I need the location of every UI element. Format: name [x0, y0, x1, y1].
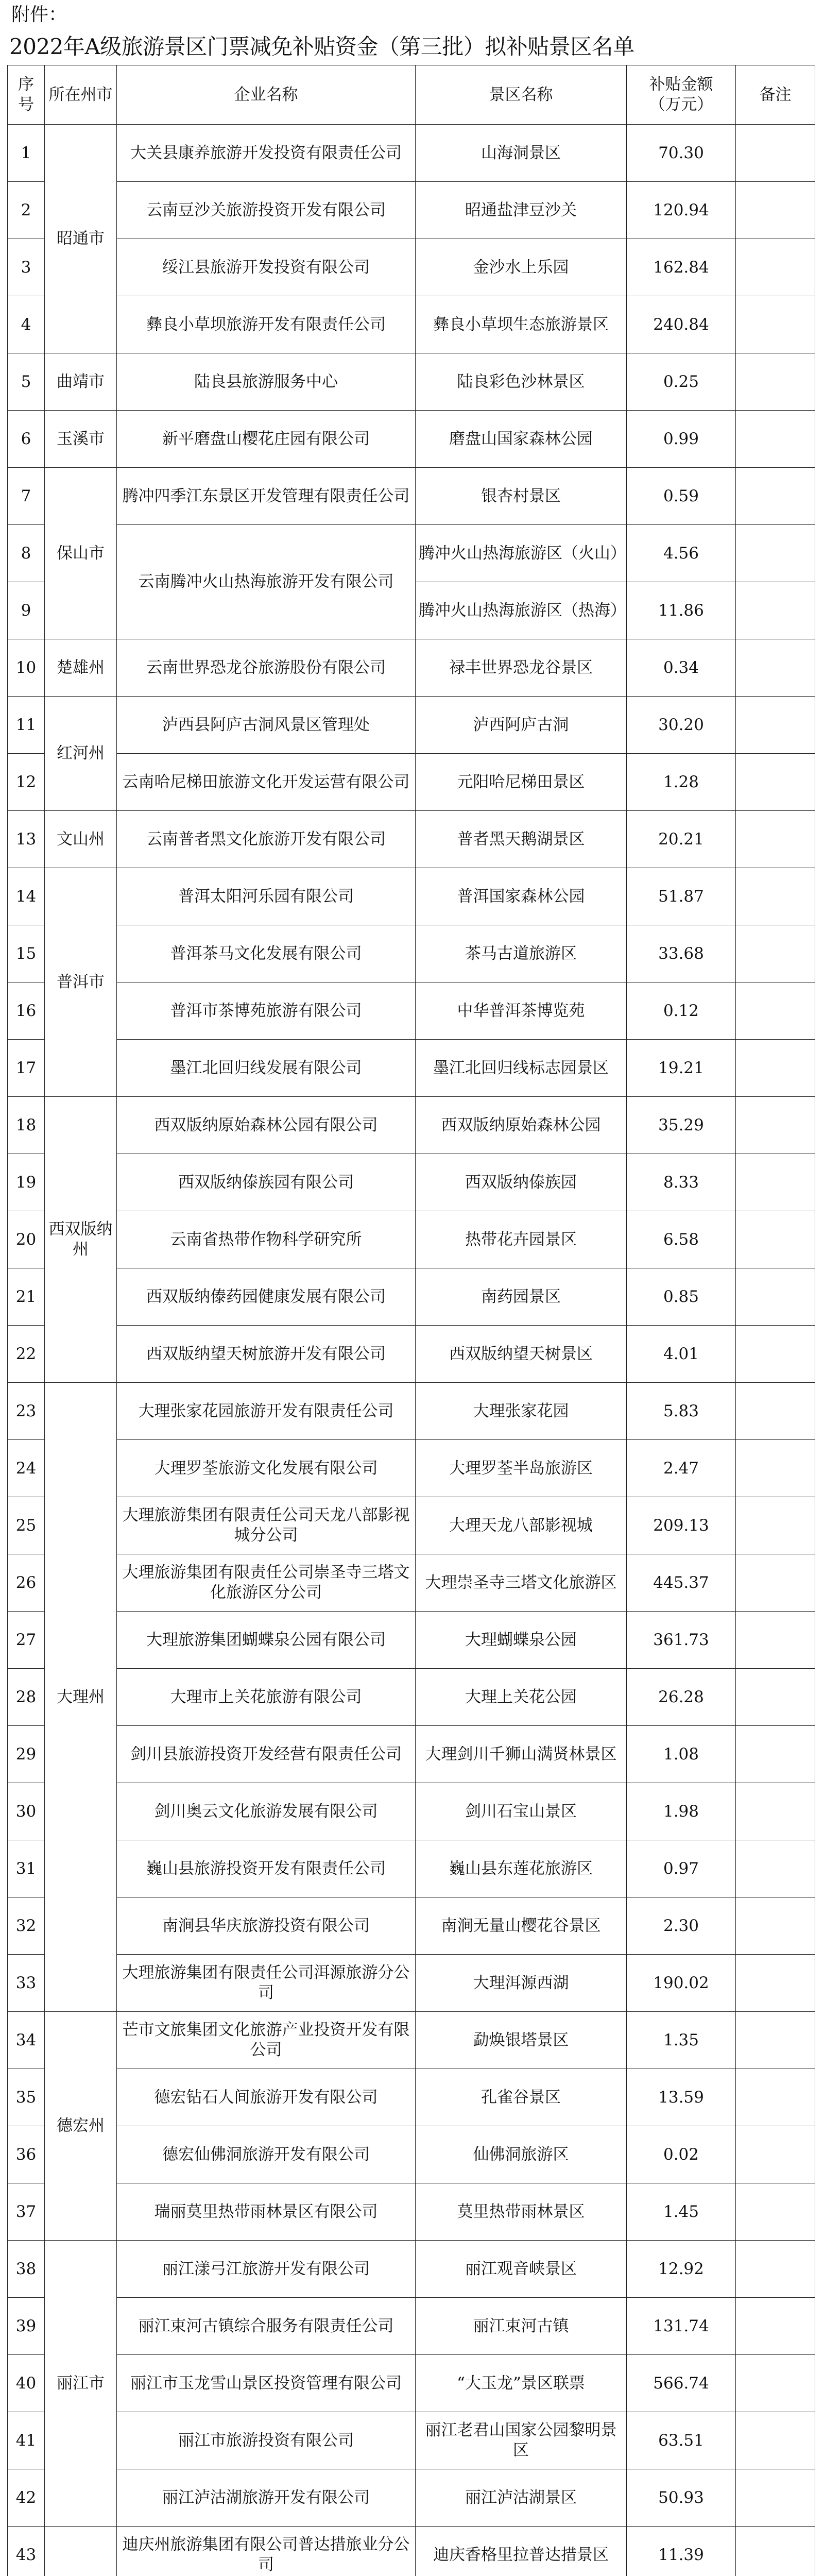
col-header-index: 序号 — [8, 65, 45, 125]
scenic-cell: 中华普洱茶博览苑 — [416, 982, 627, 1040]
region-cell: 保山市 — [45, 468, 117, 639]
amount-cell: 0.99 — [627, 411, 736, 468]
amount-cell: 240.84 — [627, 296, 736, 353]
col-header-amount-line2: （万元） — [649, 95, 713, 114]
company-cell: 大关县康养旅游开发投资有限责任公司 — [117, 125, 416, 182]
scenic-cell: 腾冲火山热海旅游区（热海） — [416, 582, 627, 639]
note-cell — [736, 1326, 815, 1383]
scenic-cell: 陆良彩色沙林景区 — [416, 353, 627, 411]
row-index: 38 — [8, 2241, 45, 2298]
note-cell — [736, 239, 815, 296]
note-cell — [736, 1897, 815, 1955]
row-index: 19 — [8, 1154, 45, 1211]
table-row — [8, 1326, 815, 1383]
row-index: 3 — [8, 239, 45, 296]
scenic-cell: 巍山县东莲花旅游区 — [416, 1840, 627, 1897]
table-row — [8, 982, 815, 1040]
scenic-cell: 磨盘山国家森林公园 — [416, 411, 627, 468]
amount-cell: 0.12 — [627, 982, 736, 1040]
amount-cell: 162.84 — [627, 239, 736, 296]
scenic-cell: 普洱国家森林公园 — [416, 868, 627, 925]
row-index: 6 — [8, 411, 45, 468]
scenic-cell: 西双版纳原始森林公园 — [416, 1097, 627, 1154]
note-cell — [736, 925, 815, 982]
table-row — [8, 811, 815, 868]
table-row — [8, 868, 815, 925]
amount-cell: 5.83 — [627, 1383, 736, 1440]
note-cell — [736, 2241, 815, 2298]
amount-cell: 0.97 — [627, 1840, 736, 1897]
note-cell — [736, 2012, 815, 2069]
scenic-cell: 彝良小草坝生态旅游景区 — [416, 296, 627, 353]
note-cell — [736, 697, 815, 754]
row-index: 27 — [8, 1612, 45, 1669]
col-header-company: 企业名称 — [117, 65, 416, 125]
row-index: 30 — [8, 1783, 45, 1840]
company-cell: 德宏钻石人间旅游开发有限公司 — [117, 2069, 416, 2126]
region-cell — [45, 2527, 117, 2576]
amount-cell: 361.73 — [627, 1612, 736, 1669]
scenic-cell: 热带花卉园景区 — [416, 1211, 627, 1268]
scenic-cell: 普者黑天鹅湖景区 — [416, 811, 627, 868]
scenic-cell: 丽江束河古镇 — [416, 2298, 627, 2355]
note-cell — [736, 868, 815, 925]
amount-cell: 0.59 — [627, 468, 736, 525]
company-cell: 芒市文旅集团文化旅游产业投资开发有限公司 — [117, 2012, 416, 2069]
amount-cell: 0.02 — [627, 2126, 736, 2183]
note-cell — [736, 754, 815, 811]
scenic-cell: 孔雀谷景区 — [416, 2069, 627, 2126]
scenic-cell: 迪庆香格里拉普达措景区 — [416, 2527, 627, 2576]
table-row — [8, 2069, 815, 2126]
note-cell — [736, 2469, 815, 2527]
note-cell — [736, 1268, 815, 1326]
note-cell — [736, 1612, 815, 1669]
company-cell: 巍山县旅游投资开发有限责任公司 — [117, 1840, 416, 1897]
scenic-cell: 大理天龙八部影视城 — [416, 1497, 627, 1554]
scenic-cell: 西双版纳傣族园 — [416, 1154, 627, 1211]
region-cell: 德宏州 — [45, 2012, 117, 2241]
company-cell: 大理旅游集团蝴蝶泉公园有限公司 — [117, 1612, 416, 1669]
note-cell — [736, 582, 815, 639]
table-row — [8, 2527, 815, 2576]
table-row — [8, 468, 815, 525]
amount-cell: 0.34 — [627, 639, 736, 697]
row-index: 10 — [8, 639, 45, 697]
scenic-cell: 大理崇圣寺三塔文化旅游区 — [416, 1554, 627, 1612]
row-index: 32 — [8, 1897, 45, 1955]
amount-cell: 1.45 — [627, 2183, 736, 2241]
row-index: 39 — [8, 2298, 45, 2355]
row-index: 11 — [8, 697, 45, 754]
amount-cell: 190.02 — [627, 1955, 736, 2012]
table-row — [8, 411, 815, 468]
note-cell — [736, 1440, 815, 1497]
note-cell — [736, 1154, 815, 1211]
company-cell: 德宏仙佛洞旅游开发有限公司 — [117, 2126, 416, 2183]
company-cell: 丽江束河古镇综合服务有限责任公司 — [117, 2298, 416, 2355]
row-index: 40 — [8, 2355, 45, 2412]
row-index: 43 — [8, 2527, 45, 2576]
col-header-region: 所在州市 — [45, 65, 117, 125]
amount-cell: 209.13 — [627, 1497, 736, 1554]
scenic-cell: 大理洱源西湖 — [416, 1955, 627, 2012]
company-cell: 大理罗荃旅游文化发展有限公司 — [117, 1440, 416, 1497]
company-cell: 大理旅游集团有限责任公司天龙八部影视城分公司 — [117, 1497, 416, 1554]
attachment-label: 附件： — [11, 4, 67, 25]
table-row — [8, 1612, 815, 1669]
amount-cell: 19.21 — [627, 1040, 736, 1097]
row-index: 37 — [8, 2183, 45, 2241]
row-index: 28 — [8, 1669, 45, 1726]
note-cell — [736, 525, 815, 582]
company-cell: 南涧县华庆旅游投资有限公司 — [117, 1897, 416, 1955]
company-cell: 陆良县旅游服务中心 — [117, 353, 416, 411]
scenic-cell: 南药园景区 — [416, 1268, 627, 1326]
table-row — [8, 2298, 815, 2355]
scenic-cell: 大理蝴蝶泉公园 — [416, 1612, 627, 1669]
amount-cell: 50.93 — [627, 2469, 736, 2527]
region-cell: 玉溪市 — [45, 411, 117, 468]
row-index: 20 — [8, 1211, 45, 1268]
table-row — [8, 2241, 815, 2298]
note-cell — [736, 1955, 815, 2012]
company-cell: 西双版纳傣药园健康发展有限公司 — [117, 1268, 416, 1326]
amount-cell: 4.01 — [627, 1326, 736, 1383]
amount-cell: 1.98 — [627, 1783, 736, 1840]
row-index: 29 — [8, 1726, 45, 1783]
table-header-row — [8, 65, 815, 125]
company-cell: 西双版纳傣族园有限公司 — [117, 1154, 416, 1211]
table-row — [8, 1669, 815, 1726]
amount-cell: 2.47 — [627, 1440, 736, 1497]
row-index: 21 — [8, 1268, 45, 1326]
note-cell — [736, 125, 815, 182]
note-cell — [736, 1097, 815, 1154]
scenic-cell: 昭通盐津豆沙关 — [416, 182, 627, 239]
scenic-cell: 丽江泸沽湖景区 — [416, 2469, 627, 2527]
row-index: 36 — [8, 2126, 45, 2183]
company-cell: 大理市上关花旅游有限公司 — [117, 1669, 416, 1726]
region-cell: 文山州 — [45, 811, 117, 868]
table-row — [8, 1268, 815, 1326]
company-cell: 云南豆沙关旅游投资开发有限公司 — [117, 182, 416, 239]
table-row — [8, 2412, 815, 2469]
amount-cell: 33.68 — [627, 925, 736, 982]
table-row — [8, 1154, 815, 1211]
table-row — [8, 2126, 815, 2183]
row-index: 33 — [8, 1955, 45, 2012]
note-cell — [736, 2412, 815, 2469]
table-row — [8, 2469, 815, 2527]
company-cell: 新平磨盘山樱花庄园有限公司 — [117, 411, 416, 468]
col-header-amount — [627, 65, 736, 125]
row-index: 22 — [8, 1326, 45, 1383]
company-cell: 腾冲四季江东景区开发管理有限责任公司 — [117, 468, 416, 525]
table-row — [8, 1554, 815, 1612]
company-cell: 彝良小草坝旅游开发有限责任公司 — [117, 296, 416, 353]
amount-cell: 26.28 — [627, 1669, 736, 1726]
amount-cell: 12.92 — [627, 2241, 736, 2298]
region-cell: 昭通市 — [45, 125, 117, 353]
scenic-cell: 泸西阿庐古洞 — [416, 697, 627, 754]
company-cell: 丽江漾弓江旅游开发有限公司 — [117, 2241, 416, 2298]
note-cell — [736, 811, 815, 868]
scenic-cell: 丽江观音峡景区 — [416, 2241, 627, 2298]
row-index: 25 — [8, 1497, 45, 1554]
note-cell — [736, 296, 815, 353]
company-cell: 剑川县旅游投资开发经营有限责任公司 — [117, 1726, 416, 1783]
scenic-cell: 大理上关花公园 — [416, 1669, 627, 1726]
amount-cell: 0.85 — [627, 1268, 736, 1326]
row-index: 24 — [8, 1440, 45, 1497]
company-cell: 云南哈尼梯田旅游文化开发运营有限公司 — [117, 754, 416, 811]
table-row — [8, 1897, 815, 1955]
row-index: 7 — [8, 468, 45, 525]
scenic-cell: 墨江北回归线标志园景区 — [416, 1040, 627, 1097]
company-cell: 云南世界恐龙谷旅游股份有限公司 — [117, 639, 416, 697]
note-cell — [736, 982, 815, 1040]
amount-cell: 63.51 — [627, 2412, 736, 2469]
company-cell: 丽江泸沽湖旅游开发有限公司 — [117, 2469, 416, 2527]
scenic-cell: 元阳哈尼梯田景区 — [416, 754, 627, 811]
row-index: 26 — [8, 1554, 45, 1612]
row-index: 31 — [8, 1840, 45, 1897]
table-row — [8, 1955, 815, 2012]
amount-cell: 8.33 — [627, 1154, 736, 1211]
note-cell — [736, 1726, 815, 1783]
company-cell: 迪庆州旅游集团有限公司普达措旅业分公司 — [117, 2527, 416, 2576]
row-index: 8 — [8, 525, 45, 582]
amount-cell: 566.74 — [627, 2355, 736, 2412]
amount-cell: 4.56 — [627, 525, 736, 582]
table-row — [8, 1097, 815, 1154]
row-index: 14 — [8, 868, 45, 925]
company-cell: 普洱茶马文化发展有限公司 — [117, 925, 416, 982]
note-cell — [736, 1040, 815, 1097]
amount-cell: 120.94 — [627, 182, 736, 239]
row-index: 4 — [8, 296, 45, 353]
table-body — [8, 125, 815, 2576]
note-cell — [736, 2298, 815, 2355]
table-row — [8, 1783, 815, 1840]
company-cell: 丽江市旅游投资有限公司 — [117, 2412, 416, 2469]
region-cell: 楚雄州 — [45, 639, 117, 697]
table-row — [8, 1840, 815, 1897]
table-row — [8, 639, 815, 697]
amount-cell: 70.30 — [627, 125, 736, 182]
col-header-scenic: 景区名称 — [416, 65, 627, 125]
scenic-cell: 禄丰世界恐龙谷景区 — [416, 639, 627, 697]
col-header-note: 备注 — [736, 65, 815, 125]
company-cell: 普洱市茶博苑旅游有限公司 — [117, 982, 416, 1040]
col-header-amount-line1: 补贴金额 — [649, 75, 713, 94]
row-index: 35 — [8, 2069, 45, 2126]
note-cell — [736, 2527, 815, 2576]
amount-cell: 2.30 — [627, 1897, 736, 1955]
company-cell: 西双版纳望天树旅游开发有限公司 — [117, 1326, 416, 1383]
company-cell: 剑川奥云文化旅游发展有限公司 — [117, 1783, 416, 1840]
row-index: 15 — [8, 925, 45, 982]
company-cell: 丽江市玉龙雪山景区投资管理有限公司 — [117, 2355, 416, 2412]
company-cell: 大理旅游集团有限责任公司洱源旅游分公司 — [117, 1955, 416, 2012]
row-index: 5 — [8, 353, 45, 411]
note-cell — [736, 1840, 815, 1897]
table-row — [8, 1383, 815, 1440]
note-cell — [736, 2183, 815, 2241]
amount-cell: 6.58 — [627, 1211, 736, 1268]
amount-cell: 131.74 — [627, 2298, 736, 2355]
row-index: 23 — [8, 1383, 45, 1440]
company-cell: 绥江县旅游开发投资有限公司 — [117, 239, 416, 296]
note-cell — [736, 1669, 815, 1726]
note-cell — [736, 2355, 815, 2412]
scenic-cell: 大理罗荃半岛旅游区 — [416, 1440, 627, 1497]
table-row — [8, 1440, 815, 1497]
amount-cell: 51.87 — [627, 868, 736, 925]
table-row — [8, 525, 815, 582]
amount-cell: 20.21 — [627, 811, 736, 868]
note-cell — [736, 2126, 815, 2183]
scenic-cell: 山海洞景区 — [416, 125, 627, 182]
note-cell — [736, 182, 815, 239]
region-cell: 红河州 — [45, 697, 117, 811]
row-index: 9 — [8, 582, 45, 639]
scenic-cell: “大玉龙”景区联票 — [416, 2355, 627, 2412]
note-cell — [736, 1554, 815, 1612]
row-index: 13 — [8, 811, 45, 868]
company-cell: 西双版纳原始森林公园有限公司 — [117, 1097, 416, 1154]
scenic-cell: 勐焕银塔景区 — [416, 2012, 627, 2069]
note-cell — [736, 411, 815, 468]
table-row — [8, 182, 815, 239]
table-row — [8, 1726, 815, 1783]
amount-cell: 11.86 — [627, 582, 736, 639]
company-cell: 大理旅游集团有限责任公司崇圣寺三塔文化旅游区分公司 — [117, 1554, 416, 1612]
row-index: 42 — [8, 2469, 45, 2527]
row-index: 17 — [8, 1040, 45, 1097]
scenic-cell: 茶马古道旅游区 — [416, 925, 627, 982]
note-cell — [736, 1383, 815, 1440]
table-row — [8, 2183, 815, 2241]
document-title: 2022年A级旅游景区门票减免补贴资金（第三批）拟补贴景区名单 — [9, 34, 634, 59]
region-cell: 西双版纳州 — [45, 1097, 117, 1383]
note-cell — [736, 353, 815, 411]
amount-cell: 30.20 — [627, 697, 736, 754]
amount-cell: 1.35 — [627, 2012, 736, 2069]
scenic-cell: 仙佛洞旅游区 — [416, 2126, 627, 2183]
table-row — [8, 697, 815, 754]
scenic-cell: 剑川石宝山景区 — [416, 1783, 627, 1840]
row-index: 16 — [8, 982, 45, 1040]
row-index: 2 — [8, 182, 45, 239]
row-index: 12 — [8, 754, 45, 811]
amount-cell: 11.39 — [627, 2527, 736, 2576]
note-cell — [736, 2069, 815, 2126]
scenic-cell: 大理张家花园 — [416, 1383, 627, 1440]
scenic-cell: 莫里热带雨林景区 — [416, 2183, 627, 2241]
amount-cell: 445.37 — [627, 1554, 736, 1612]
row-index: 34 — [8, 2012, 45, 2069]
table-row — [8, 353, 815, 411]
table-row — [8, 754, 815, 811]
region-cell: 丽江市 — [45, 2241, 117, 2527]
table-row — [8, 1040, 815, 1097]
scenic-cell: 腾冲火山热海旅游区（火山） — [416, 525, 627, 582]
row-index: 41 — [8, 2412, 45, 2469]
amount-cell: 1.28 — [627, 754, 736, 811]
table-row — [8, 2355, 815, 2412]
company-cell: 墨江北回归线发展有限公司 — [117, 1040, 416, 1097]
table-row — [8, 296, 815, 353]
company-cell: 云南省热带作物科学研究所 — [117, 1211, 416, 1268]
scenic-cell: 大理剑川千狮山满贤林景区 — [416, 1726, 627, 1783]
amount-cell: 0.25 — [627, 353, 736, 411]
scenic-cell: 金沙水上乐园 — [416, 239, 627, 296]
company-cell: 普洱太阳河乐园有限公司 — [117, 868, 416, 925]
scenic-cell: 银杏村景区 — [416, 468, 627, 525]
table-row — [8, 1211, 815, 1268]
scenic-cell: 南涧无量山樱花谷景区 — [416, 1897, 627, 1955]
table-row — [8, 925, 815, 982]
region-cell: 普洱市 — [45, 868, 117, 1097]
amount-cell: 1.08 — [627, 1726, 736, 1783]
note-cell — [736, 468, 815, 525]
region-cell: 大理州 — [45, 1383, 117, 2012]
note-cell — [736, 1783, 815, 1840]
company-cell: 瑞丽莫里热带雨林景区有限公司 — [117, 2183, 416, 2241]
table-row — [8, 1497, 815, 1554]
company-cell: 大理张家花园旅游开发有限责任公司 — [117, 1383, 416, 1440]
row-index: 18 — [8, 1097, 45, 1154]
region-cell: 曲靖市 — [45, 353, 117, 411]
table-row — [8, 125, 815, 182]
table-row — [8, 2012, 815, 2069]
table-row — [8, 239, 815, 296]
note-cell — [736, 639, 815, 697]
note-cell — [736, 1211, 815, 1268]
scenic-cell: 丽江老君山国家公园黎明景区 — [416, 2412, 627, 2469]
company-cell: 泸西县阿庐古洞风景区管理处 — [117, 697, 416, 754]
amount-cell: 35.29 — [627, 1097, 736, 1154]
scenic-cell: 西双版纳望天树景区 — [416, 1326, 627, 1383]
note-cell — [736, 1497, 815, 1554]
row-index: 1 — [8, 125, 45, 182]
subsidy-table — [7, 65, 815, 2576]
amount-cell: 13.59 — [627, 2069, 736, 2126]
company-cell: 云南普者黑文化旅游开发有限公司 — [117, 811, 416, 868]
company-cell: 云南腾冲火山热海旅游开发有限公司 — [117, 525, 416, 639]
